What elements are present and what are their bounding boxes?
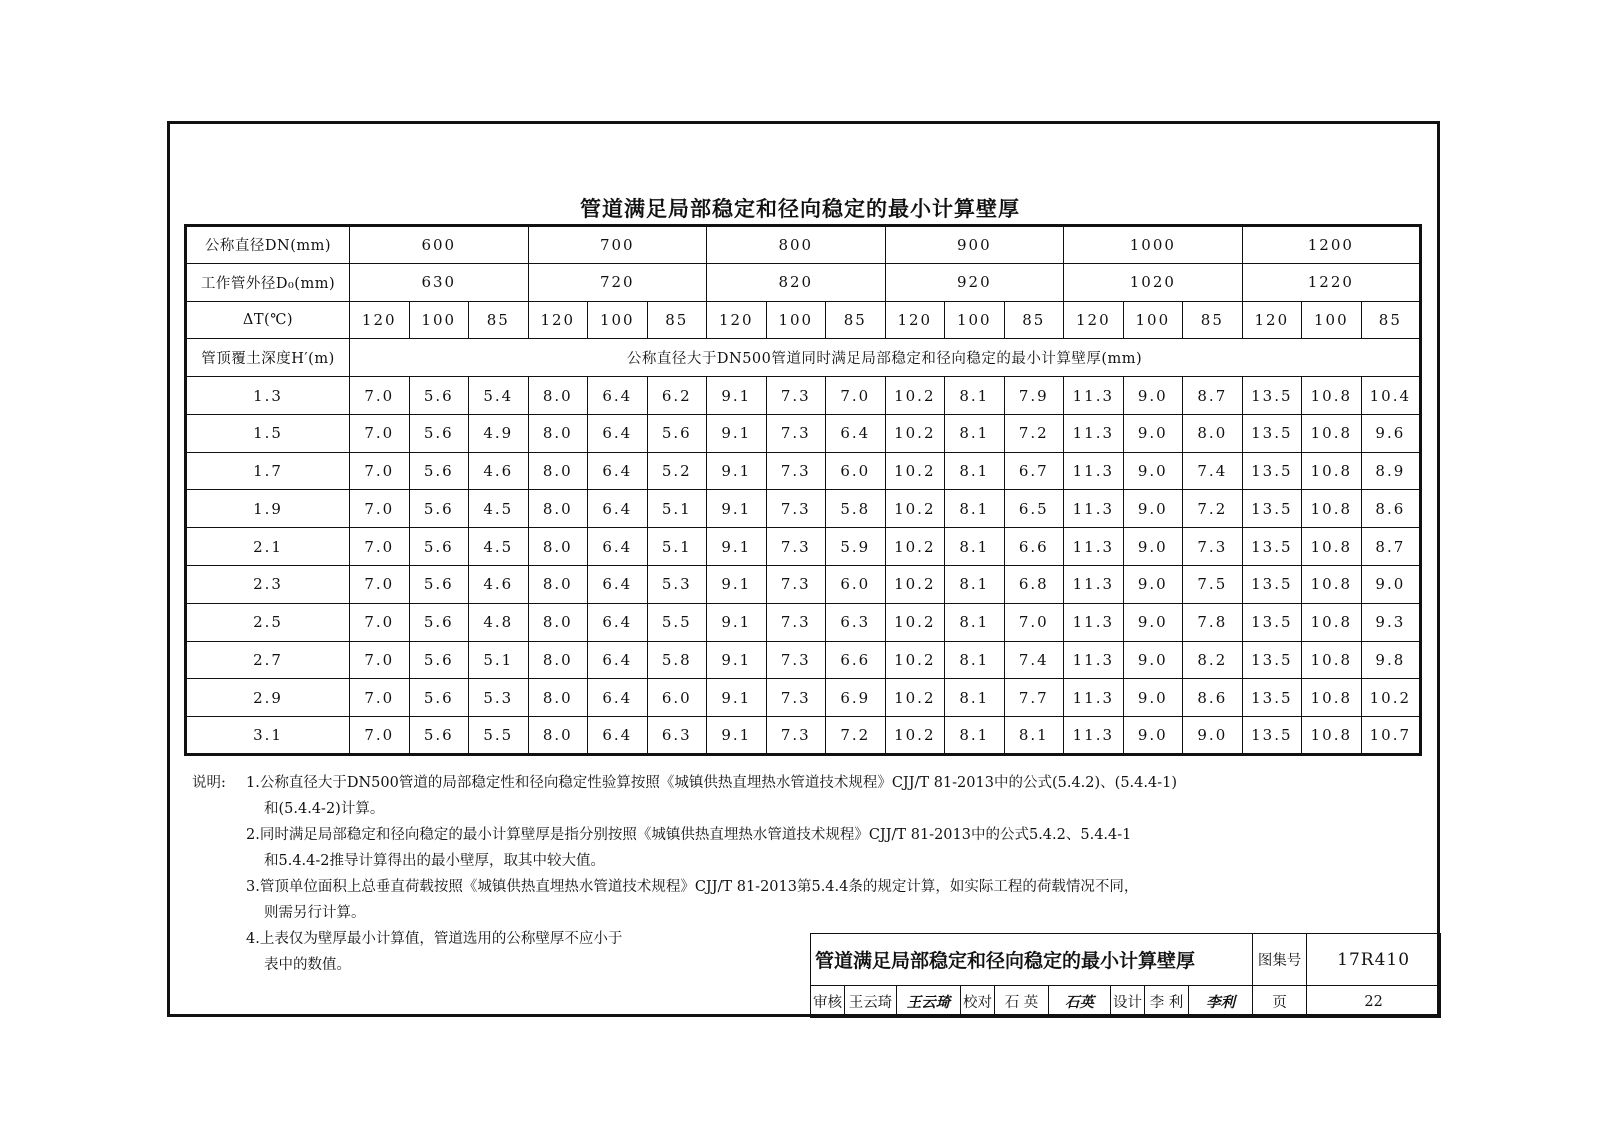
thickness-cell: 8.0	[528, 566, 588, 604]
dn-value: 1200	[1242, 226, 1421, 264]
thickness-cell: 10.2	[885, 528, 945, 566]
thickness-cell: 7.3	[766, 566, 826, 604]
thickness-cell: 6.4	[588, 641, 648, 679]
thickness-cell: 9.0	[1123, 377, 1183, 415]
thickness-cell: 10.8	[1302, 717, 1362, 755]
thickness-cell: 6.4	[588, 452, 648, 490]
thickness-cell: 10.2	[885, 452, 945, 490]
thickness-cell: 9.1	[707, 641, 767, 679]
thickness-cell: 9.0	[1123, 490, 1183, 528]
thickness-cell: 13.5	[1242, 566, 1302, 604]
dt-value: 120	[1242, 301, 1302, 339]
thickness-cell: 8.0	[1183, 414, 1243, 452]
thickness-cell: 5.6	[409, 717, 469, 755]
check-label: 校对	[961, 986, 995, 1018]
thickness-cell: 5.6	[409, 528, 469, 566]
table-row	[186, 490, 1421, 528]
note-3: 3.管顶单位面积上总垂直荷载按照《城镇供热直埋热水管道技术规程》CJJ/T 81-2013第5.4.4条的规定计算，如实际工程的荷载情况不同，	[246, 879, 1139, 895]
dt-value: 120	[1064, 301, 1124, 339]
thickness-cell: 6.0	[826, 452, 886, 490]
thickness-cell: 5.6	[409, 566, 469, 604]
thickness-cell: 9.1	[707, 490, 767, 528]
thickness-cell: 10.8	[1302, 414, 1362, 452]
thickness-cell: 6.0	[647, 679, 707, 717]
thickness-cell: 5.6	[409, 641, 469, 679]
thickness-cell: 8.2	[1183, 641, 1243, 679]
thickness-cell: 10.2	[885, 377, 945, 415]
review-name: 王云琦	[845, 986, 897, 1018]
do-label: 工作管外径D₀(mm)	[186, 263, 350, 301]
thickness-cell: 9.0	[1123, 566, 1183, 604]
table-row	[186, 603, 1421, 641]
design-name: 李 利	[1145, 986, 1189, 1018]
check-name: 石 英	[995, 986, 1049, 1018]
thickness-cell: 6.2	[647, 377, 707, 415]
thickness-cell: 6.3	[826, 603, 886, 641]
thickness-cell: 6.4	[588, 566, 648, 604]
thickness-cell: 9.1	[707, 566, 767, 604]
design-label: 设计	[1111, 986, 1145, 1018]
table-row	[186, 452, 1421, 490]
depth-cell: 2.9	[186, 679, 350, 717]
thickness-cell: 5.6	[409, 414, 469, 452]
thickness-cell: 5.8	[647, 641, 707, 679]
depth-cell: 1.3	[186, 377, 350, 415]
thickness-cell: 7.3	[766, 490, 826, 528]
thickness-cell: 13.5	[1242, 414, 1302, 452]
thickness-cell: 10.8	[1302, 377, 1362, 415]
thickness-cell: 11.3	[1064, 603, 1124, 641]
thickness-cell: 7.0	[350, 641, 410, 679]
thickness-cell: 8.1	[945, 414, 1005, 452]
thickness-cell: 9.1	[707, 717, 767, 755]
thickness-cell: 8.1	[945, 679, 1005, 717]
thickness-cell: 10.8	[1302, 566, 1362, 604]
do-value: 630	[350, 263, 529, 301]
thickness-cell: 5.6	[409, 452, 469, 490]
thickness-cell: 10.2	[1361, 679, 1421, 717]
thickness-cell: 9.0	[1123, 414, 1183, 452]
span-note: 公称直径大于DN500管道同时满足局部稳定和径向稳定的最小计算壁厚(mm)	[350, 339, 1421, 377]
thickness-cell: 9.1	[707, 452, 767, 490]
thickness-cell: 8.0	[528, 679, 588, 717]
note-4-cont: 表中的数值。	[264, 957, 351, 973]
thickness-cell: 13.5	[1242, 603, 1302, 641]
thickness-cell: 7.5	[1183, 566, 1243, 604]
thickness-cell: 6.3	[647, 717, 707, 755]
thickness-cell: 5.5	[469, 717, 529, 755]
thickness-cell: 7.0	[350, 679, 410, 717]
header-row-do	[186, 263, 1421, 301]
thickness-cell: 9.1	[707, 679, 767, 717]
notes-label: 说明:	[192, 775, 226, 791]
dt-value: 85	[1004, 301, 1064, 339]
thickness-cell: 13.5	[1242, 679, 1302, 717]
do-value: 1020	[1064, 263, 1243, 301]
thickness-cell: 9.3	[1361, 603, 1421, 641]
do-value: 1220	[1242, 263, 1421, 301]
dt-value: 100	[588, 301, 648, 339]
thickness-cell: 8.0	[528, 452, 588, 490]
thickness-cell: 8.6	[1183, 679, 1243, 717]
thickness-cell: 7.3	[766, 452, 826, 490]
thickness-cell: 13.5	[1242, 717, 1302, 755]
thickness-cell: 8.1	[945, 452, 1005, 490]
thickness-cell: 9.6	[1361, 414, 1421, 452]
thickness-cell: 10.7	[1361, 717, 1421, 755]
title-block-title: 管道满足局部稳定和径向稳定的最小计算壁厚	[811, 934, 1253, 986]
note-2: 2.同时满足局部稳定和径向稳定的最小计算壁厚是指分别按照《城镇供热直埋热水管道技术规程》CJJ/T 81-2013中的公式5.4.2、5.4.4-1	[246, 827, 1132, 843]
thickness-cell: 10.2	[885, 679, 945, 717]
thickness-cell: 7.0	[826, 377, 886, 415]
dn-value: 900	[885, 226, 1064, 264]
thickness-cell: 5.1	[647, 490, 707, 528]
dt-value: 85	[1361, 301, 1421, 339]
thickness-cell: 11.3	[1064, 566, 1124, 604]
thickness-cell: 13.5	[1242, 528, 1302, 566]
header-row-dt	[186, 301, 1421, 339]
thickness-cell: 7.3	[1183, 528, 1243, 566]
thickness-cell: 11.3	[1064, 528, 1124, 566]
thickness-cell: 6.4	[588, 377, 648, 415]
thickness-cell: 13.5	[1242, 377, 1302, 415]
thickness-cell: 7.3	[766, 414, 826, 452]
thickness-cell: 9.1	[707, 528, 767, 566]
thickness-cell: 13.5	[1242, 490, 1302, 528]
page-number: 22	[1307, 986, 1441, 1018]
thickness-cell: 4.5	[469, 490, 529, 528]
thickness-cell: 6.6	[826, 641, 886, 679]
thickness-cell: 8.0	[528, 414, 588, 452]
atlas-number: 17R410	[1307, 934, 1441, 986]
thickness-cell: 11.3	[1064, 452, 1124, 490]
do-value: 720	[528, 263, 707, 301]
atlas-label: 图集号	[1253, 934, 1307, 986]
depth-cell: 1.7	[186, 452, 350, 490]
thickness-cell: 11.3	[1064, 717, 1124, 755]
thickness-cell: 8.1	[945, 528, 1005, 566]
thickness-cell: 7.0	[350, 566, 410, 604]
thickness-cell: 6.4	[588, 528, 648, 566]
thickness-cell: 9.0	[1123, 717, 1183, 755]
note-3-cont: 则需另行计算。	[264, 905, 366, 921]
thickness-cell: 5.3	[469, 679, 529, 717]
thickness-cell: 8.1	[945, 641, 1005, 679]
design-signature: 李利	[1189, 986, 1253, 1018]
depth-cell: 2.1	[186, 528, 350, 566]
thickness-cell: 6.4	[588, 603, 648, 641]
thickness-cell: 9.0	[1183, 717, 1243, 755]
title-block	[810, 933, 1441, 1018]
thickness-cell: 7.0	[350, 377, 410, 415]
thickness-cell: 7.7	[1004, 679, 1064, 717]
dn-value: 700	[528, 226, 707, 264]
thickness-cell: 7.0	[350, 717, 410, 755]
thickness-cell: 7.2	[1004, 414, 1064, 452]
thickness-cell: 7.9	[1004, 377, 1064, 415]
thickness-cell: 9.1	[707, 603, 767, 641]
thickness-cell: 5.6	[409, 490, 469, 528]
thickness-cell: 7.4	[1004, 641, 1064, 679]
thickness-cell: 4.6	[469, 452, 529, 490]
thickness-cell: 10.2	[885, 641, 945, 679]
thickness-cell: 6.4	[588, 490, 648, 528]
table-row	[186, 377, 1421, 415]
thickness-cell: 6.0	[826, 566, 886, 604]
thickness-cell: 10.8	[1302, 528, 1362, 566]
thickness-cell: 5.2	[647, 452, 707, 490]
thickness-cell: 9.1	[707, 377, 767, 415]
thickness-cell: 8.7	[1361, 528, 1421, 566]
thickness-cell: 9.0	[1123, 452, 1183, 490]
depth-cell: 2.7	[186, 641, 350, 679]
table-row	[186, 528, 1421, 566]
header-row-h	[186, 339, 1421, 377]
thickness-cell: 11.3	[1064, 414, 1124, 452]
thickness-cell: 8.0	[528, 603, 588, 641]
thickness-cell: 7.8	[1183, 603, 1243, 641]
header-row-dn	[186, 226, 1421, 264]
thickness-cell: 10.8	[1302, 490, 1362, 528]
thickness-cell: 10.8	[1302, 679, 1362, 717]
depth-cell: 2.3	[186, 566, 350, 604]
dt-value: 85	[826, 301, 886, 339]
thickness-cell: 7.0	[350, 528, 410, 566]
thickness-cell: 8.1	[1004, 717, 1064, 755]
thickness-cell: 10.2	[885, 414, 945, 452]
thickness-cell: 6.4	[826, 414, 886, 452]
depth-cell: 3.1	[186, 717, 350, 755]
thickness-cell: 6.4	[588, 679, 648, 717]
thickness-cell: 5.6	[409, 679, 469, 717]
thickness-cell: 4.5	[469, 528, 529, 566]
dt-value: 120	[707, 301, 767, 339]
thickness-cell: 7.3	[766, 377, 826, 415]
thickness-cell: 5.6	[409, 603, 469, 641]
dn-label: 公称直径DN(mm)	[186, 226, 350, 264]
thickness-cell: 7.4	[1183, 452, 1243, 490]
table-row	[186, 641, 1421, 679]
thickness-cell: 9.0	[1123, 641, 1183, 679]
thickness-cell: 7.0	[350, 414, 410, 452]
thickness-cell: 7.3	[766, 528, 826, 566]
thickness-cell: 8.1	[945, 490, 1005, 528]
note-1: 1.公称直径大于DN500管道的局部稳定性和径向稳定性验算按照《城镇供热直埋热水管道技术规程》CJJ/T 81-2013中的公式(5.4.2)、(5.4.4-1)	[246, 775, 1177, 791]
thickness-cell: 7.2	[826, 717, 886, 755]
dt-value: 100	[766, 301, 826, 339]
note-2-cont: 和5.4.4-2推导计算得出的最小壁厚，取其中较大值。	[264, 853, 606, 869]
thickness-cell: 4.6	[469, 566, 529, 604]
depth-cell: 1.5	[186, 414, 350, 452]
table-row	[186, 566, 1421, 604]
dt-value: 100	[945, 301, 1005, 339]
thickness-cell: 8.0	[528, 490, 588, 528]
table-row	[186, 414, 1421, 452]
dt-value: 100	[1123, 301, 1183, 339]
thickness-cell: 7.2	[1183, 490, 1243, 528]
table-row	[186, 717, 1421, 755]
thickness-cell: 13.5	[1242, 452, 1302, 490]
thickness-cell: 10.8	[1302, 603, 1362, 641]
thickness-cell: 5.6	[409, 377, 469, 415]
thickness-cell: 9.0	[1123, 603, 1183, 641]
thickness-cell: 7.3	[766, 603, 826, 641]
dt-value: 85	[1183, 301, 1243, 339]
thickness-cell: 7.3	[766, 679, 826, 717]
thickness-cell: 6.6	[1004, 528, 1064, 566]
dt-value: 120	[528, 301, 588, 339]
thickness-cell: 8.1	[945, 717, 1005, 755]
thickness-cell: 9.1	[707, 414, 767, 452]
dt-value: 120	[885, 301, 945, 339]
thickness-cell: 5.8	[826, 490, 886, 528]
thickness-cell: 9.0	[1361, 566, 1421, 604]
dt-value: 85	[647, 301, 707, 339]
thickness-cell: 5.3	[647, 566, 707, 604]
check-signature: 石英	[1049, 986, 1111, 1018]
thickness-cell: 7.0	[350, 452, 410, 490]
thickness-cell: 7.3	[766, 641, 826, 679]
dn-value: 600	[350, 226, 529, 264]
dt-value: 100	[1302, 301, 1362, 339]
dt-label: ΔT(℃)	[186, 301, 350, 339]
thickness-cell: 6.5	[1004, 490, 1064, 528]
dt-value: 85	[469, 301, 529, 339]
thickness-cell: 5.1	[469, 641, 529, 679]
thickness-cell: 10.8	[1302, 641, 1362, 679]
thickness-cell: 10.8	[1302, 452, 1362, 490]
thickness-cell: 8.0	[528, 528, 588, 566]
thickness-cell: 4.9	[469, 414, 529, 452]
review-label: 审核	[811, 986, 845, 1018]
thickness-cell: 6.8	[1004, 566, 1064, 604]
thickness-cell: 9.0	[1123, 679, 1183, 717]
thickness-cell: 6.4	[588, 717, 648, 755]
thickness-cell: 10.4	[1361, 377, 1421, 415]
thickness-cell: 5.5	[647, 603, 707, 641]
table-row	[186, 679, 1421, 717]
dt-value: 100	[409, 301, 469, 339]
do-value: 820	[707, 263, 886, 301]
thickness-cell: 7.0	[1004, 603, 1064, 641]
thickness-cell: 11.3	[1064, 377, 1124, 415]
thickness-cell: 11.3	[1064, 490, 1124, 528]
thickness-cell: 10.2	[885, 490, 945, 528]
depth-cell: 1.9	[186, 490, 350, 528]
review-signature: 王云琦	[897, 986, 961, 1018]
thickness-cell: 8.0	[528, 641, 588, 679]
thickness-cell: 6.7	[1004, 452, 1064, 490]
thickness-cell: 8.0	[528, 377, 588, 415]
wall-thickness-table	[184, 224, 1422, 756]
thickness-cell: 8.0	[528, 717, 588, 755]
thickness-cell: 13.5	[1242, 641, 1302, 679]
thickness-cell: 5.6	[647, 414, 707, 452]
thickness-cell: 9.8	[1361, 641, 1421, 679]
thickness-cell: 7.3	[766, 717, 826, 755]
thickness-cell: 6.9	[826, 679, 886, 717]
dn-value: 800	[707, 226, 886, 264]
thickness-cell: 10.2	[885, 603, 945, 641]
thickness-cell: 5.9	[826, 528, 886, 566]
thickness-cell: 8.9	[1361, 452, 1421, 490]
thickness-cell: 10.2	[885, 566, 945, 604]
page-title: 管道满足局部稳定和径向稳定的最小计算壁厚	[580, 197, 1020, 221]
dn-value: 1000	[1064, 226, 1243, 264]
dt-value: 120	[350, 301, 410, 339]
note-4: 4.上表仅为壁厚最小计算值，管道选用的公称壁厚不应小于	[246, 931, 623, 947]
h-label: 管顶覆土深度H′(m)	[186, 339, 350, 377]
thickness-cell: 6.4	[588, 414, 648, 452]
page-label: 页	[1253, 986, 1307, 1018]
thickness-cell: 4.8	[469, 603, 529, 641]
do-value: 920	[885, 263, 1064, 301]
thickness-cell: 8.1	[945, 603, 1005, 641]
thickness-cell: 8.7	[1183, 377, 1243, 415]
thickness-cell: 5.1	[647, 528, 707, 566]
thickness-cell: 7.0	[350, 490, 410, 528]
thickness-cell: 11.3	[1064, 679, 1124, 717]
note-1-cont: 和(5.4.4-2)计算。	[264, 801, 385, 817]
thickness-cell: 7.0	[350, 603, 410, 641]
thickness-cell: 11.3	[1064, 641, 1124, 679]
thickness-cell: 8.1	[945, 566, 1005, 604]
thickness-cell: 10.2	[885, 717, 945, 755]
thickness-cell: 5.4	[469, 377, 529, 415]
thickness-cell: 9.0	[1123, 528, 1183, 566]
thickness-cell: 8.6	[1361, 490, 1421, 528]
depth-cell: 2.5	[186, 603, 350, 641]
thickness-cell: 8.1	[945, 377, 1005, 415]
